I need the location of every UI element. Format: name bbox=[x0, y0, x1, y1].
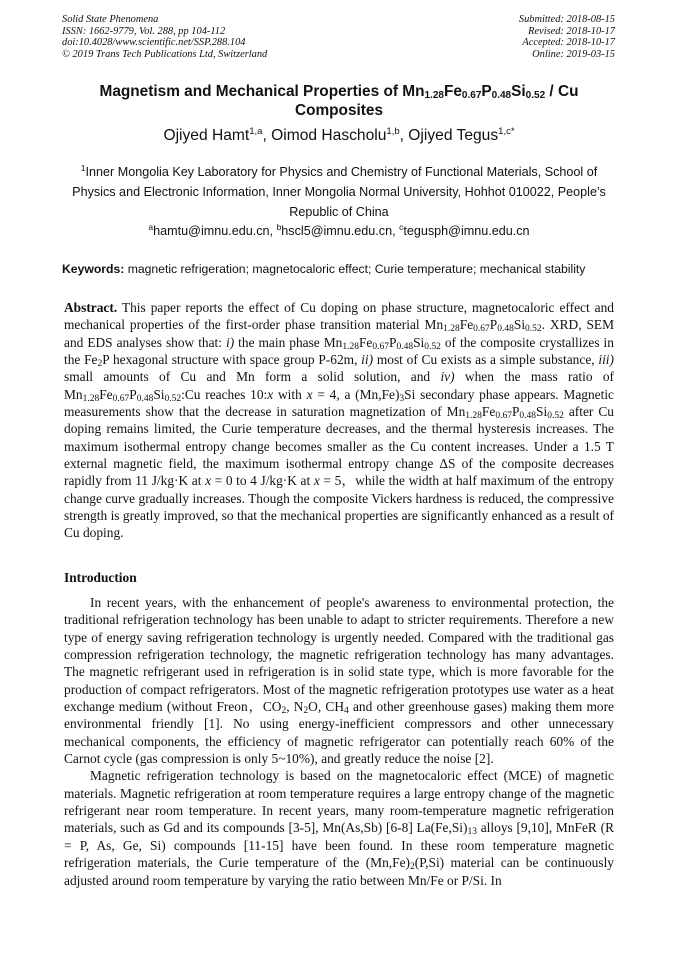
abstract: Abstract. This paper reports the effect of Cu doping on phase structure, magnetocaloric effect and mechanical properties of the first-order phase transition material $Mn_{1.28}Fe_{0.67}P_{0.48}Si_{0.52}$. XRD, SEM and EDS analyses show that: i) the main phase $Mn_{1.28}Fe_{0.67}P_{0.48}Si_{0.52}$ of the composite crystallizes in the $Fe_2P$ hexagonal structure with space group P-62m, ii) most of Cu exists as a simple substance, iii) small amounts of Cu and Mn form a solid solution, and iv) when the mass ratio of $Mn_{1.28}Fe_{0.67}P_{0.48}Si_{0.52}:Cu$ reaches 10:x with x = 4, a $(Mn,Fe)_3Si$ secondary phase appears. Magnetic measurements show that the decrease in saturation magnetization of $Mn_{1.28}Fe_{0.67}P_{0.48}Si_{0.52}$ after Cu doping remains limited, the Curie temperature decreases, and the thermal hysteresis increases. The maximum isothermal entropy change becomes smaller as the Cu content increases. Under a 1.5 T external magnetic field, the maximum isothermal entropy change ΔS of the composite decreases rapidly from 11 J/kg·K at x = 0 to 4 J/kg·K at x = 5，while the width at half maximum of the entropy change curve gradually increases. Though the composite Vickers hardness is reduced, the compressive strength is greatly improved, so that the mechanical properties are significantly enhanced as a result of Cu doping. bbox=[64, 300, 615, 541]
affiliation: $^1$Inner Mongolia Key Laboratory for Physics and Chemistry of Functional Materials, School of Physics and Electronic Information, Inner Mongolia Normal University, Hohhot 010022, People’s Republic of China bbox=[72, 163, 606, 219]
journal-header-right bbox=[519, 14, 615, 60]
abstract-label: Abstract. bbox=[64, 300, 118, 315]
paragraph: In recent years, with the enhancement of people's awareness to environmental protection, the traditional refrigeration technology has been unable to adapt to stricter requirements. Therefore a new type of energy saving refrigeration technology is urgently needed. Compared with the traditional gas compression refrigeration technology, the magnetic refrigeration technology has many advantages. The magnetic refrigerant used in refrigeration is in solid state type, which is more favorable for the production of compact refrigerators. Most of the magnetic refrigeration prototypes use water as a heat exchange medium (without Freon，$CO_2$, $N_2O$, $CH_4$ and other greenhouse gases) making them more environmental friendly [1]. No using energy-inefficient compressors and other unnecessary mechanical components, the efficiency of magnetic refrigerator can potentially reach 60% of the Carnot cycle (gas compression is only 5~10%), and greatly reduce the noise [2]. bbox=[64, 595, 615, 767]
author-name: Ojiyed Hamt bbox=[163, 127, 250, 144]
keywords: Keywords: magnetic refrigeration; magnetocaloric effect; Curie temperature; mechanical stability bbox=[62, 262, 586, 276]
author-name: , Oimod Hascholu bbox=[262, 127, 387, 144]
section-heading-introduction: Introduction bbox=[64, 570, 137, 585]
keywords-label: Keywords: bbox=[62, 262, 125, 276]
author-list: Ojiyed Hamt$^{1,a}$, Oimod Hascholu$^{1,b}$, Ojiyed Tegus$^{1,c*}$ bbox=[163, 126, 515, 144]
author-emails: $^a$hamtu@imnu.edu.cn, $^b$hscl5@imnu.edu.cn, $^c$tegusph@imnu.edu.cn bbox=[148, 222, 530, 238]
journal-header-left bbox=[62, 14, 267, 60]
online-date: Online: 2019-03-15 bbox=[532, 48, 615, 60]
author-name: , Ojiyed Tegus bbox=[399, 127, 499, 144]
journal-name: Solid State Phenomena bbox=[62, 14, 159, 25]
accepted-date: Accepted: 2018-10-17 bbox=[522, 37, 615, 49]
introduction-body bbox=[64, 594, 614, 889]
issn-line: ISSN: 1662-9779, Vol. 288, pp 104-112 bbox=[62, 25, 226, 37]
revised-date: Revised: 2018-10-17 bbox=[528, 25, 615, 37]
copyright-line: © 2019 Trans Tech Publications Ltd, Switzerland bbox=[62, 48, 268, 60]
submitted-date: Submitted: 2018-08-15 bbox=[518, 14, 615, 25]
paragraph: Magnetic refrigeration technology is based on the magnetocaloric effect (MCE) of magnetic materials. Magnetic refrigeration at room temperature requires a large entropy change of the magnetic refrigerant near room temperature. In recent years, many room-temperature magnetic refrigeration materials, such as Gd and its compounds [3-5], Mn(As,Sb) [6-8] $La(Fe,Si)_{13}$ alloys [9,10], MnFeR (R = P, As, Ge, Si) compounds [11-15] have been found. In these room temperature magnetic refrigeration materials, the Curie temperature of the $(Mn,Fe)_2(P,Si)$ material can be continuously adjusted around room temperature by varying the ratio between Mn/Fe or P/Si. In bbox=[64, 768, 615, 888]
paper-title: Magnetism and Mechanical Properties of $Mn_{1.28}Fe_{0.67}P_{0.48}Si_{0.52}$ / Cu Composites bbox=[99, 83, 579, 119]
doi-line: doi:10.4028/www.scientific.net/SSP.288.104 bbox=[62, 37, 246, 49]
